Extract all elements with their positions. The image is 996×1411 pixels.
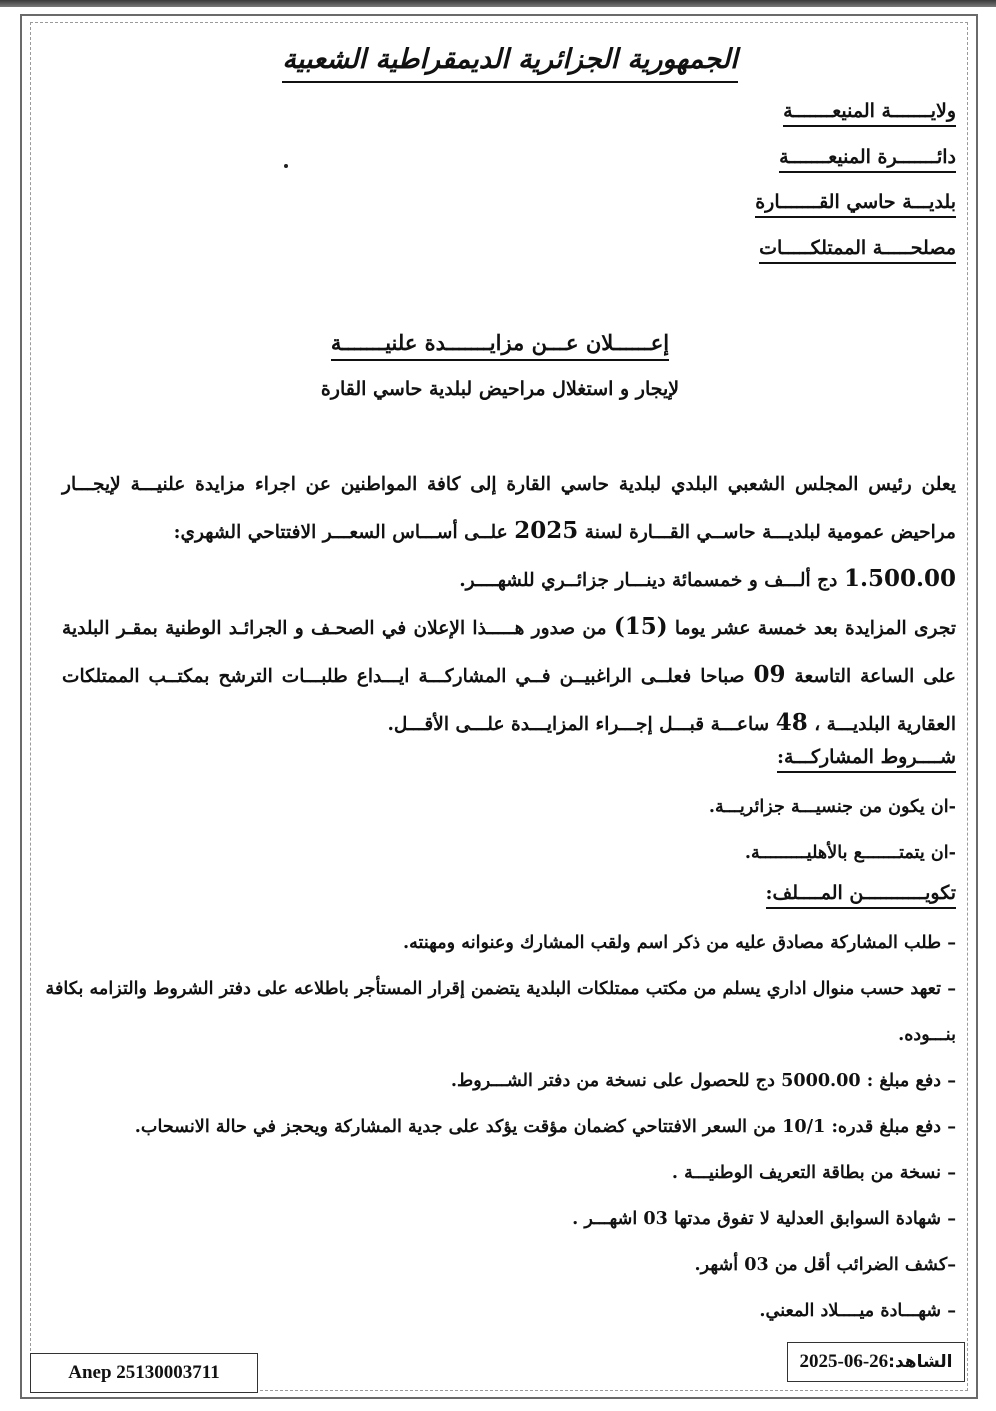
date-label: الشاهد:: [888, 1352, 953, 1372]
condition-item: -ان يتمتـــــــع بالأهليـــــــــة.: [744, 842, 956, 863]
scan-top-bar: [0, 0, 996, 7]
file-list: [40, 920, 956, 1334]
file-item: – تعهد حسب منوال اداري يسلم من مكتب ممتلكات البلدية يتضمن إقرار المستأجر باطلاعه على دفتر الشروط والتزامه بكافة بنـــوده.: [45, 978, 956, 1045]
admin-line-wilaya: ولايـــــــة المنيعـــــــة: [616, 100, 956, 146]
date-value: 2025-06-26: [799, 1351, 889, 1372]
conditions-heading: شــــروط المشاركـــة:: [777, 746, 956, 768]
anep-reference: Anep 25130003711: [68, 1362, 220, 1383]
days-value: (15): [613, 613, 668, 640]
scan-speck: [284, 164, 288, 168]
file-item: – نسخة من بطاقة التعريف الوطنيـــة .: [671, 1162, 956, 1183]
file-item: – شهادة السوابق العدلية لا تفوق مدتها 03 اشهـــر .: [572, 1208, 956, 1229]
hour-value: 09: [753, 661, 786, 688]
file-heading: تكويـــــــــــن المــــلف:: [766, 882, 956, 904]
file-item: – طلب المشاركة مصادق عليه من ذكر اسم ولقب المشارك وعنوانه ومهنته.: [402, 932, 956, 953]
admin-line-service: مصلحـــــة الممتلكـــــات: [616, 237, 956, 283]
hours-value: 48: [775, 709, 808, 736]
republic-text: الجمهورية الجزائرية الديمقراطية الشعبية: [282, 44, 737, 83]
announcement-subtitle: لإيجار و استغلال مراحيض لبلدية حاسي القارة: [320, 378, 680, 400]
condition-item: -ان يكون من جنسيـــة جزائريـــة.: [708, 796, 956, 817]
year-value: 2025: [514, 517, 579, 544]
file-item: – دفع مبلغ قدره: 10/1 من السعر الافتتاحي كضمان مؤقت يؤكد على جدية المشاركة ويحجز في حالة الانسحاب.: [134, 1116, 956, 1137]
administration-block: [616, 100, 956, 282]
witness-date-box: [787, 1342, 965, 1382]
file-item: –كشف الضرائب أقل من 03 أشهر.: [694, 1254, 956, 1275]
paragraph-rent-terms: يعلن رئيس المجلس الشعبي البلدي لبلدية حاسي القارة إلى كافة المواطنين عن اجراء مزايدة علنيـــة لإيجـــار مراحيض عمومية لبلديـــة حاســي القـــارة لسنة 2025 علــى أســـاس السعـــر الافتتاحي الشهري: 1.500.00 دج ألـــف و خمسمائة دينـــار جزائــري للشهــــر.: [62, 474, 956, 592]
admin-line-commune: بلديـــة حاسي القـــــــارة: [616, 191, 956, 237]
conditions-list: [40, 784, 956, 876]
paragraph-auction-timing: تجرى المزايدة بعد خمسة عشر يوما (15) من صدور هـــــذا الإعلان في الصحـف و الجرائـد الوطنية بمقـر البلدية على الساعة التاسعة 09 صباحا فعلــى الراغبيــن فــي المشاركـــة ايـــداع طلبـــات الترشح بمكتــب الممتلكات العقارية البلديـــة ، 48 ساعـــة قبـــل إجـــراء المزايـــدة علـــى الأقـــل.: [62, 613, 956, 736]
republic-heading: [200, 44, 820, 75]
file-item: – دفع مبلغ : 5000.00 دج للحصول على نسخة من دفتر الشـــروط.: [450, 1070, 956, 1091]
admin-line-daira: دائـــــــرة المنيعـــــــة: [616, 146, 956, 192]
announcement-body: [62, 462, 956, 748]
file-item: – شهـــادة ميــــلاد المعني.: [759, 1300, 956, 1321]
announcement-title: إعــــــلان عـــن مزايـــــــدة علنيـــــــة: [250, 330, 750, 355]
opening-price: 1.500.00: [843, 565, 956, 592]
anep-reference-box: [30, 1353, 258, 1393]
